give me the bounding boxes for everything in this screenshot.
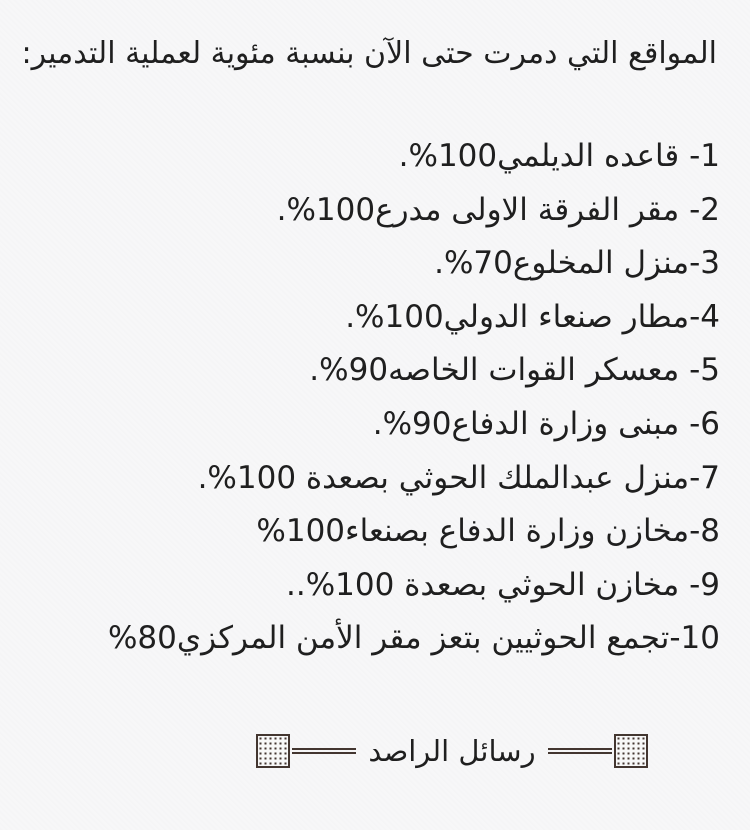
decorative-pattern-right-icon [614,734,648,768]
list-item-10: 10-تجمع الحوثيين بتعز مقر الأمن المركزي80% [107,620,720,657]
decorative-line-right-icon [548,746,612,756]
list-item-1: 1- قاعده الديلمي100%. [398,138,720,174]
signature-ornament [242,730,662,772]
list-item-6: 6- مبنى وزارة الدفاع90%. [372,405,720,442]
list-item-3: 3-منزل المخلوع70%. [434,245,720,282]
decorative-pattern-left-icon [256,734,290,768]
list-item-5: 5- معسكر القوات الخاصه90%. [309,352,720,389]
signature-text: رسائل الراصد [368,734,536,768]
decorative-line-left-icon [292,746,356,756]
destroyed-sites-list [30,136,720,672]
list-item-8: 8-مخازن وزارة الدفاع بصنعاء100% [256,513,720,550]
list-item-7: 7-منزل عبدالملك الحوثي بصعدة 100%. [197,459,720,496]
list-item-2: 2- مقر الفرقة الاولى مدرع100%. [276,191,720,228]
list-item-4: 4-مطار صنعاء الدولي100%. [345,298,720,335]
document-title: المواقع التي دمرت حتى الآن بنسبة مئوية لعملية التدمير: [21,36,717,71]
list-item-9: 9- مخازن الحوثي بصعدة 100%.. [285,566,720,603]
